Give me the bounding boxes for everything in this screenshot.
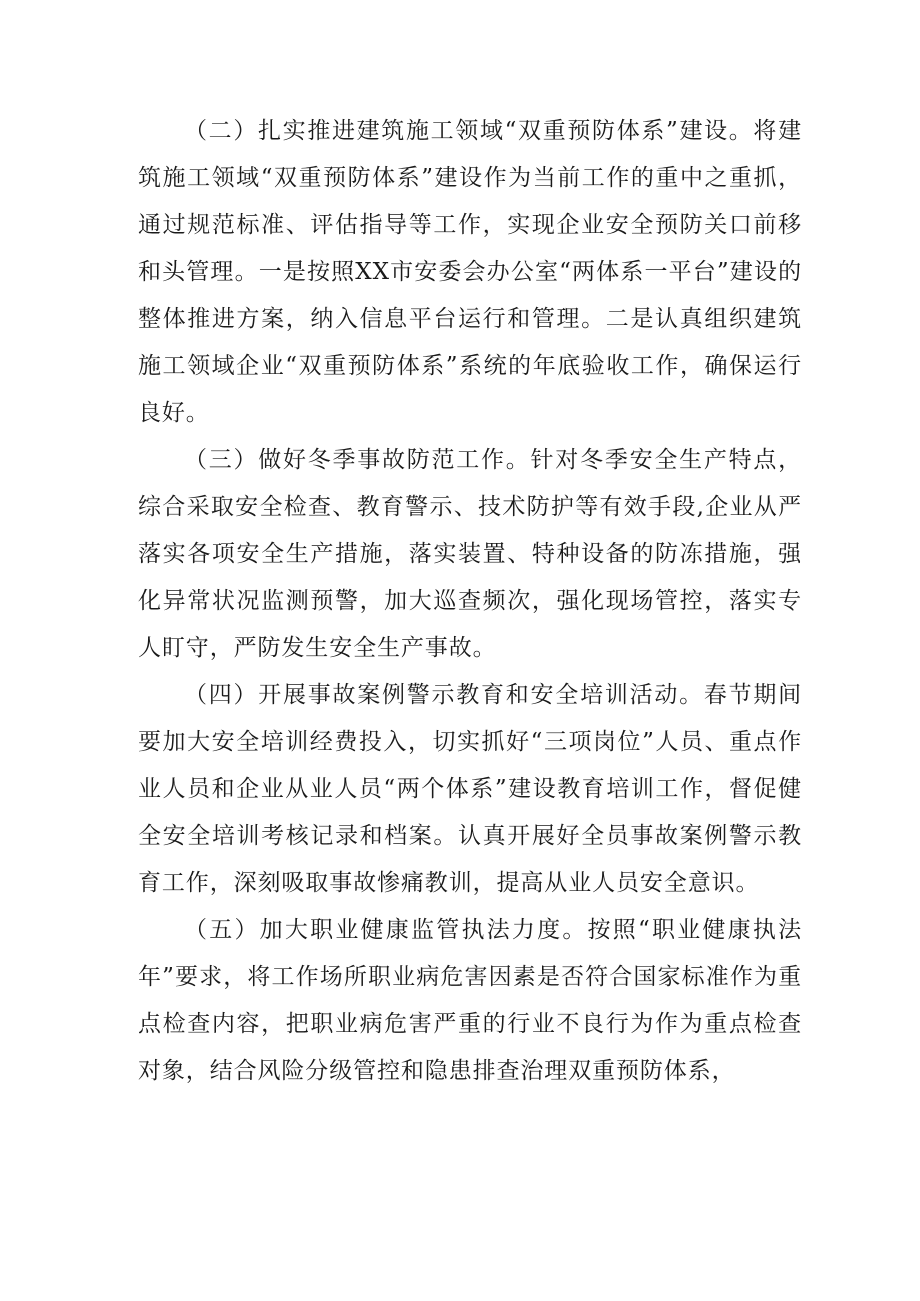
paragraph-section-4: （四）开展事故案例警示教育和安全培训活动。春节期间要加大安全培训经费投入，切实抓好“三项岗位”人员、重点作业人员和企业从业人员“两个体系”建设教育培训工作，督促健全安全培训考核记录和档案。认真开展好全员事故案例警示教育工作，深刻吸取事故惨痛教训，提高从业人员安全意识。 [138, 682, 802, 896]
document-body [138, 108, 802, 1095]
paragraph-section-3: （三）做好冬季事故防范工作。针对冬季安全生产特点，综合采取安全检查、教育警示、技术防护等有效手段,企业从严落实各项安全生产措施，落实装置、特种设备的防冻措施，强化异常状况监测预警，加大巡查频次，强化现场管控，落实专人盯守，严防发生安全生产事故。 [138, 447, 802, 661]
paragraph-section-5: （五）加大职业健康监管执法力度。按照“职业健康执法年”要求，将工作场所职业病危害因素是否符合国家标准作为重点检查内容，把职业病危害严重的行业不良行为作为重点检查对象，结合风险分级管控和隐患排查治理双重预防体系， [138, 917, 802, 1084]
paragraph-section-2: （二）扎实推进建筑施工领域“双重预防体系”建设。将建筑施工领域“双重预防体系”建设作为当前工作的重中之重抓，通过规范标准、评估指导等工作，实现企业安全预防关口前移和头管理。一是按照XX市安委会办公室“两体系一平台”建设的整体推进方案，纳入信息平台运行和管理。二是认真组织建筑施工领域企业“双重预防体系”系统的年底验收工作，确保运行良好。 [138, 118, 802, 426]
